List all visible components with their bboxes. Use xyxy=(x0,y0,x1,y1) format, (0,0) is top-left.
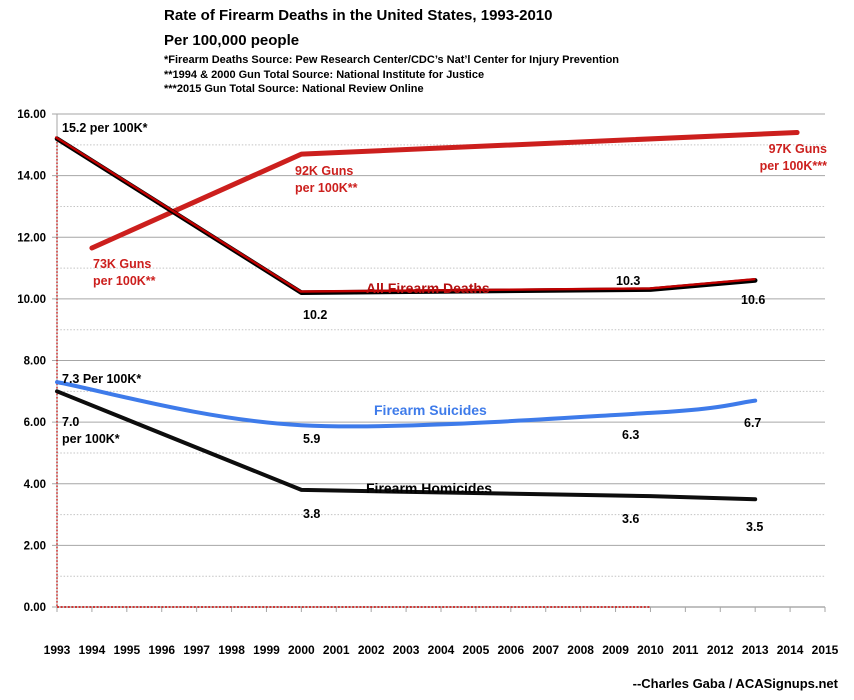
annotation-suicides-2010: 6.3 xyxy=(622,428,640,442)
y-tick-label: 8.00 xyxy=(23,355,46,368)
annotation-guns-2000 xyxy=(295,163,358,197)
annotation-deaths-2000: 10.2 xyxy=(303,308,328,322)
x-tick-label: 2004 xyxy=(427,643,455,657)
y-tick-label: 10.00 xyxy=(17,293,46,306)
x-tick-label: 2008 xyxy=(567,643,594,657)
x-tick-label: 2003 xyxy=(392,643,420,657)
annotation-guns-2015-line2: per 100K*** xyxy=(759,159,827,173)
y-tick-label: 16.00 xyxy=(17,109,46,121)
annotation-deaths-2013: 10.6 xyxy=(741,293,766,307)
annotation-deaths-2010: 10.3 xyxy=(616,274,641,288)
x-tick-label: 2009 xyxy=(602,643,629,657)
annotation-guns-2000-line2: per 100K** xyxy=(295,181,358,195)
annotation-homicides-2000: 3.8 xyxy=(303,507,321,521)
x-tick-label: 2011 xyxy=(672,643,699,657)
annotation-guns-1994 xyxy=(93,256,156,290)
x-tick-label: 2013 xyxy=(741,643,769,657)
annotation-guns-2015-line1: 97K Guns xyxy=(768,142,827,156)
annotation-homicides-1993-line1: 7.0 xyxy=(62,415,80,429)
series-label-firearm-suicides: Firearm Suicides xyxy=(374,402,487,418)
x-tick-label: 1996 xyxy=(148,643,176,657)
x-tick-label: 1993 xyxy=(43,643,71,657)
y-tick-label: 12.00 xyxy=(17,232,46,245)
annotation-suicides-2013: 6.7 xyxy=(744,416,762,430)
x-tick-label: 2010 xyxy=(637,643,664,657)
annotation-guns-1994-line2: per 100K** xyxy=(93,274,156,288)
y-tick-label: 4.00 xyxy=(23,478,46,491)
x-tick-label: 1998 xyxy=(218,643,245,657)
x-tick-label: 2006 xyxy=(497,643,525,657)
attribution: --Charles Gaba / ACASignups.net xyxy=(632,676,838,691)
chart-header xyxy=(164,6,619,97)
annotation-homicides-1993-line2: per 100K* xyxy=(62,432,120,446)
source-note-3: ***2015 Gun Total Source: National Review Online xyxy=(164,83,424,95)
x-tick-label: 2001 xyxy=(322,643,350,657)
source-note-1: *Firearm Deaths Source: Pew Research Center/CDC’s Nat’l Center for Injury Prevention xyxy=(164,54,620,66)
x-tick-label: 2007 xyxy=(532,643,560,657)
x-tick-label: 2002 xyxy=(357,643,385,657)
x-tick-label: 2012 xyxy=(706,643,734,657)
y-tick-label: 6.00 xyxy=(23,417,46,430)
chart-subtitle: Per 100,000 people xyxy=(164,32,300,49)
annotation-guns-1994-line1: 73K Guns xyxy=(93,257,152,271)
x-tick-label: 1999 xyxy=(253,643,280,657)
x-tick-label: 2000 xyxy=(288,643,315,657)
series-line-guns xyxy=(92,133,797,249)
annotation-guns-2000-line1: 92K Guns xyxy=(295,164,354,178)
x-tick-label: 1995 xyxy=(113,643,141,657)
series-label-firearm-homicides: Firearm Homicides xyxy=(366,480,493,496)
chart-title: Rate of Firearm Deaths in the United States, 1993-2010 xyxy=(164,7,553,24)
annotation-suicides-1993: 7.3 Per 100K* xyxy=(62,372,142,386)
annotation-guns-2015 xyxy=(760,141,827,175)
series-label-all-firearm-deaths: All Firearm Deaths xyxy=(366,280,490,296)
annotation-homicides-2013: 3.5 xyxy=(746,520,764,534)
x-tick-label: 1997 xyxy=(183,643,210,657)
annotation-homicides-2010: 3.6 xyxy=(622,512,640,526)
y-tick-label: 0.00 xyxy=(23,602,46,614)
x-tick-label: 2005 xyxy=(462,643,490,657)
x-tick-label: 2014 xyxy=(776,643,804,657)
source-note-2: **1994 & 2000 Gun Total Source: National Institute for Justice xyxy=(164,68,485,81)
x-tick-label: 2015 xyxy=(811,643,839,657)
y-tick-label: 14.00 xyxy=(17,170,46,183)
y-tick-label: 2.00 xyxy=(23,540,46,553)
annotation-suicides-2000: 5.9 xyxy=(303,432,321,446)
annotation-homicides-1993 xyxy=(62,414,120,448)
annotation-deaths-1993: 15.2 per 100K* xyxy=(62,121,148,135)
x-tick-label: 1994 xyxy=(78,643,106,657)
